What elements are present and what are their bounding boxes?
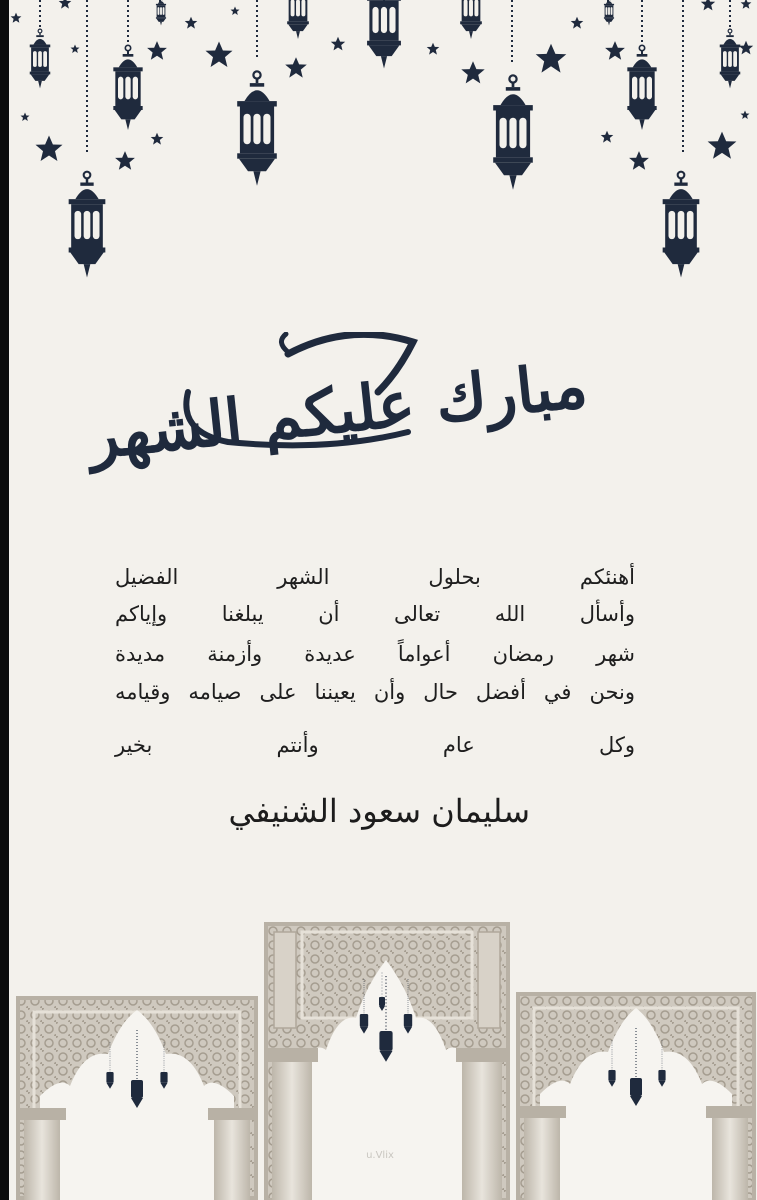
- message-line-2: وأسأل الله تعالى أن يبلغنا وإياكم: [115, 602, 635, 626]
- message-line-1: أهنئكم بحلول الشهر الفضيل: [115, 565, 635, 589]
- hanging-lanterns-decoration: [0, 0, 757, 320]
- watermark: u.Vlix: [366, 1150, 394, 1161]
- closing-line: وكل عام وأنتم بخير: [115, 733, 635, 757]
- calligraphy-heading: مبارك عليكم الشهر: [168, 332, 588, 482]
- message-line-4: ونحن في أفضل حال وأن يعيننا على صيامه وقيامه: [115, 680, 635, 704]
- message-line-3: شهر رمضان أعواماً عديدة وأزمنة مديدة: [115, 642, 635, 666]
- signature: سليمان سعود الشنيفي: [228, 792, 530, 830]
